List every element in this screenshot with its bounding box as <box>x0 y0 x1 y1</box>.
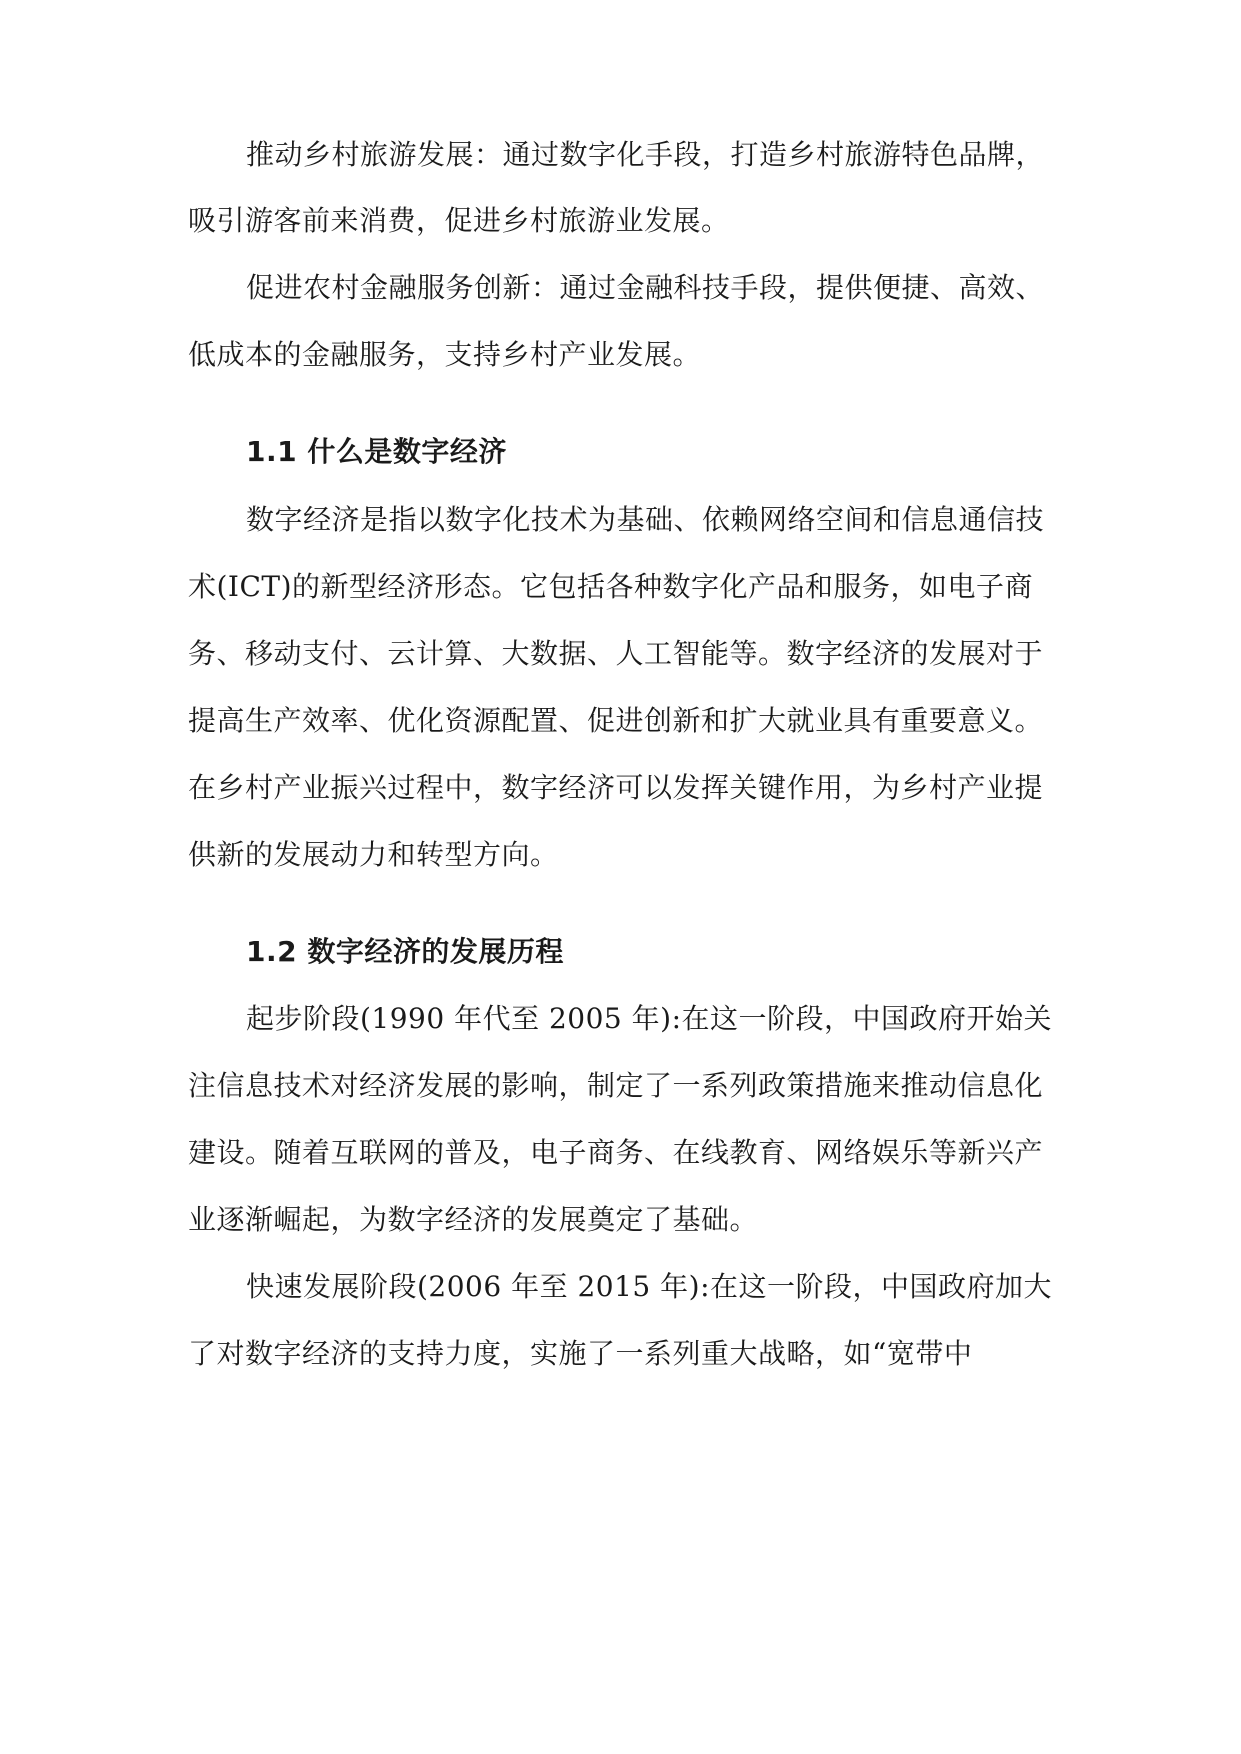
paragraph-definition-line-6: 供新的发展动力和转型方向。 <box>188 838 559 871</box>
paragraph-stage1-line-4: 业逐渐崛起，为数字经济的发展奠定了基础。 <box>188 1203 759 1236</box>
paragraph-stage1-line-2: 注信息技术对经济发展的影响，制定了一系列政策措施来推动信息化 <box>188 1069 1044 1102</box>
paragraph-tourism-line-1: 推动乡村旅游发展：通过数字化手段，打造乡村旅游特色品牌， <box>246 138 1045 171</box>
section-heading-1-2: 1.2 数字经济的发展历程 <box>246 935 564 968</box>
section-heading-1-1: 1.1 什么是数字经济 <box>246 435 507 468</box>
paragraph-stage1-line-1: 起步阶段(1990 年代至 2005 年):在这一阶段，中国政府开始关 <box>246 1002 1053 1035</box>
paragraph-stage2-line-1: 快速发展阶段(2006 年至 2015 年):在这一阶段，中国政府加大 <box>246 1270 1053 1303</box>
paragraph-definition-line-1: 数字经济是指以数字化技术为基础、依赖网络空间和信息通信技 <box>246 503 1045 536</box>
paragraph-finance-line-2: 低成本的金融服务，支持乡村产业发展。 <box>188 338 702 371</box>
paragraph-definition-line-3: 务、移动支付、云计算、大数据、人工智能等。数字经济的发展对于 <box>188 637 1044 670</box>
paragraph-definition-line-2: 术(ICT)的新型经济形态。它包括各种数字化产品和服务，如电子商 <box>188 570 1034 603</box>
paragraph-stage2-line-2: 了对数字经济的支持力度，实施了一系列重大战略，如“宽带中 <box>188 1337 973 1370</box>
paragraph-finance-line-1: 促进农村金融服务创新：通过金融科技手段，提供便捷、高效、 <box>246 271 1045 304</box>
paragraph-tourism-line-2: 吸引游客前来消费，促进乡村旅游业发展。 <box>188 204 730 237</box>
paragraph-definition-line-5: 在乡村产业振兴过程中，数字经济可以发挥关键作用，为乡村产业提 <box>188 771 1044 804</box>
paragraph-definition-line-4: 提高生产效率、优化资源配置、促进创新和扩大就业具有重要意义。 <box>188 704 1044 737</box>
paragraph-stage1-line-3: 建设。随着互联网的普及，电子商务、在线教育、网络娱乐等新兴产 <box>188 1136 1044 1169</box>
